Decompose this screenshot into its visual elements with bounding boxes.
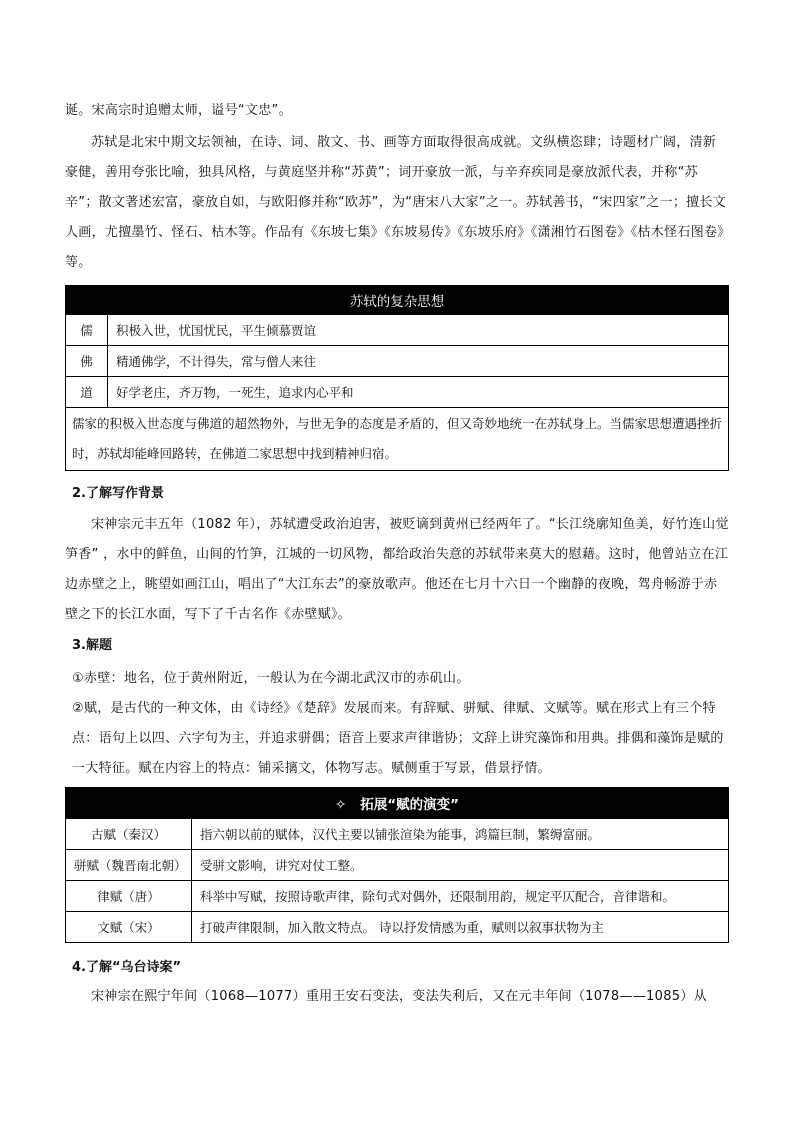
thought-label: 道 xyxy=(66,377,108,408)
thought-label: 佛 xyxy=(66,346,108,377)
thought-table-title: 苏轼的复杂思想 xyxy=(66,286,729,315)
intro-tail-paragraph: 诞。宋高宗时追赠太师，谥号“文忠”。 xyxy=(65,103,292,118)
section-4-heading: 4.了解“乌台诗案” xyxy=(72,960,182,975)
table-row xyxy=(66,881,729,912)
fu-table-title-cell xyxy=(66,788,729,819)
su-shi-paragraph: 苏轼是北宋中期文坛领袖，在诗、词、散文、书、画等方面取得很高成就。文纵横恣肆；诗题材广阔，清新豪健，善用夸张比喻，独具风格，与黄庭坚并称“苏黄”；词开豪放一派，与辛弃疾同是豪放派代表，并称“苏辛”；散文著述宏富，豪放自如，与欧阳修并称“欧苏”，为“唐宋八大家”之一。苏轼善书，“宋四家”之一；擅长文人画，尤擅墨竹、怪石、枯木等。作品有《东坡七集》《东坡易传》《东坡乐府》《潇湘竹石图卷》《枯木怪石图卷》等。 xyxy=(65,135,727,270)
section-3-heading: 3.解题 xyxy=(72,638,112,653)
fu-type-text: 受骈文影响，讲究对仗工整。 xyxy=(192,850,729,881)
table-row xyxy=(66,377,729,408)
fu-type-label: 文赋（宋） xyxy=(66,912,192,943)
fu-evolution-table xyxy=(65,787,729,943)
fu-table-header xyxy=(66,788,729,819)
thought-text: 精通佛学，不计得失，常与僧人来往 xyxy=(108,346,729,377)
section-4-paragraph: 宋神宗在熙宁年间（1068—1077）重用王安石变法，变法失利后，又在元丰年间（1078——1085）从 xyxy=(91,989,707,1004)
fu-table-title: 拓展“赋的演变” xyxy=(360,797,460,813)
section-3-item-2: ②赋，是古代的一种文体，由《诗经》《楚辞》发展而来。有辞赋、骈赋、律赋、文赋等。赋在形式上有三个特点：语句上以四、六字句为主，并追求骈偶；语音上要求声律谐协；文辞上讲究藻饰和用典。排偶和藻饰是赋的一大特征。赋在内容上的特点：铺采摛文，体物写志。赋侧重于写景，借景抒情。 xyxy=(72,701,724,776)
fu-type-label: 骈赋（魏晋南北朝） xyxy=(66,850,192,881)
table-row xyxy=(66,346,729,377)
thought-text: 好学老庄，齐万物，一死生，追求内心平和 xyxy=(108,377,729,408)
thought-label: 儒 xyxy=(66,315,108,346)
fu-type-text: 指六朝以前的赋体，汉代主要以铺张渲染为能事，鸿篇巨制，繁缛富丽。 xyxy=(192,819,729,850)
fu-type-text: 科举中写赋，按照诗歌声律，除句式对偶外，还限制用韵，规定平仄配合，音律谐和。 xyxy=(192,881,729,912)
section-2-heading: 2.了解写作背景 xyxy=(72,486,164,501)
fu-type-label: 古赋（秦汉） xyxy=(66,819,192,850)
thought-table-header xyxy=(66,286,729,315)
fu-type-text: 打破声律限制，加入散文特点。 诗以抒发情感为重，赋则以叙事状物为主 xyxy=(192,912,729,943)
section-3-item-1: ①赤壁：地名，位于黄州附近，一般认为在今湖北武汉市的赤矶山。 xyxy=(72,671,470,686)
table-row xyxy=(66,408,729,471)
table-row xyxy=(66,315,729,346)
table-row xyxy=(66,850,729,881)
table-row xyxy=(66,819,729,850)
section-2-paragraph: 宋神宗元丰五年（1082 年），苏轼遭受政治迫害，被贬谪到黄州已经两年了。“长江绕廓知鱼美，好竹连山觉笋香” ，水中的鲜鱼，山间的竹笋，江城的一切风物，都给政治失意的苏轼带来莫大的慰藉。这时，他曾站立在江边赤壁之上，眺望如画江山，唱出了“大江东去”的豪放歌声。他还在七月十六日一个幽静的夜晚，驾舟畅游于赤壁之下的长江水面，写下了千古名作《赤壁赋》。 xyxy=(65,517,729,622)
table-row xyxy=(66,912,729,943)
diamond-icon: ✧ xyxy=(334,797,347,813)
thought-summary: 儒家的积极入世态度与佛道的超然物外，与世无争的态度是矛盾的，但又奇妙地统一在苏轼身上。当儒家思想遭遇挫折时，苏轼却能峰回路转，在佛道二家思想中找到精神归宿。 xyxy=(66,408,729,471)
thought-text: 积极入世，忧国忧民，平生倾慕贾谊 xyxy=(108,315,729,346)
thought-table xyxy=(65,285,729,471)
fu-type-label: 律赋（唐） xyxy=(66,881,192,912)
